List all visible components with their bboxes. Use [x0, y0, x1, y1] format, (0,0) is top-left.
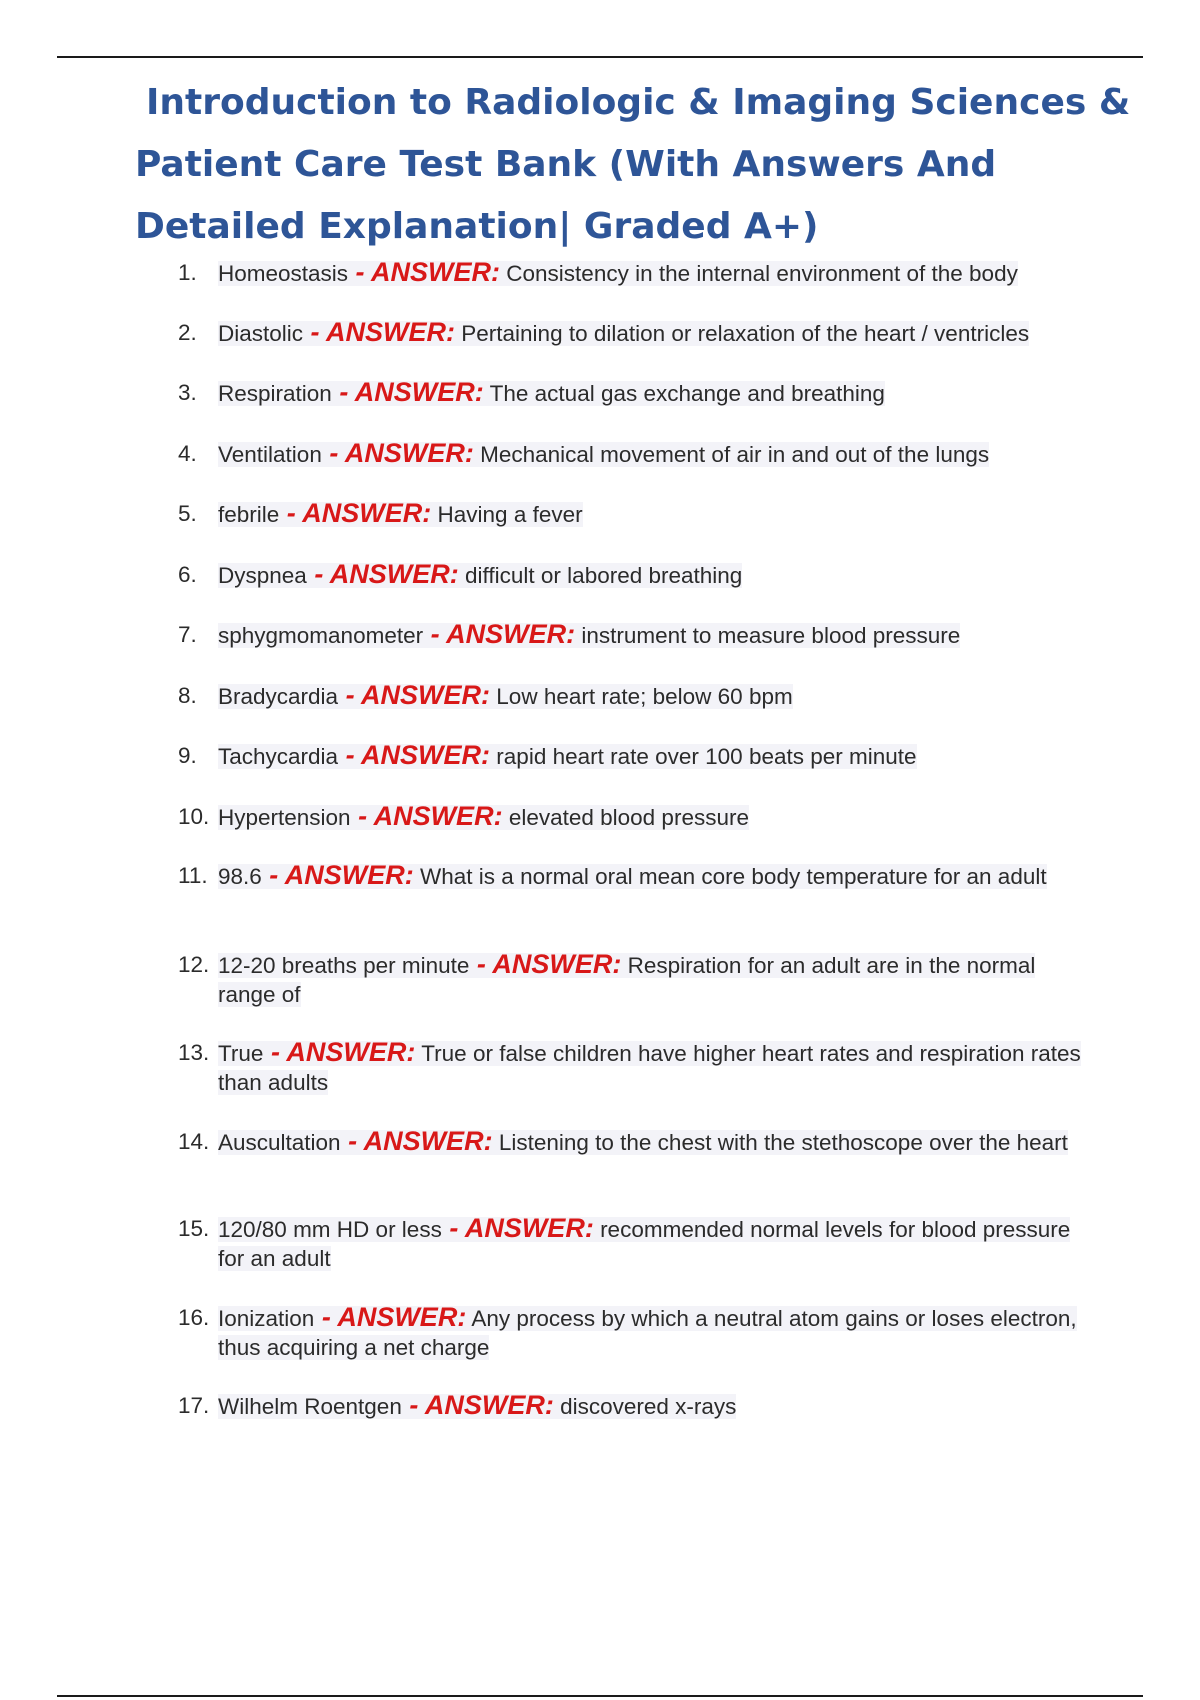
item-term: Respiration	[218, 381, 332, 406]
list-item	[178, 258, 1098, 288]
item-term: Bradycardia	[218, 684, 339, 709]
item-definition: difficult or labored breathing	[458, 563, 743, 588]
item-definition: Pertaining to dilation or relaxation of the heart / ventricles	[455, 321, 1030, 346]
list-item	[178, 1303, 1098, 1362]
item-definition: elevated blood pressure	[502, 805, 749, 830]
item-number: 14.	[178, 1129, 210, 1154]
item-term: Tachycardia	[218, 744, 339, 769]
item-term: Dyspnea	[218, 563, 307, 588]
list-item	[178, 620, 1098, 650]
item-number: 8.	[178, 683, 197, 708]
answer-label: - ANSWER:	[303, 317, 456, 347]
answer-label: - ANSWER:	[338, 740, 491, 770]
item-definition: The actual gas exchange and breathing	[483, 381, 885, 406]
item-number: 4.	[178, 441, 197, 466]
list-item	[178, 1391, 1098, 1421]
document-title	[135, 72, 1131, 258]
item-definition: discovered x-rays	[553, 1394, 737, 1419]
answer-label: - ANSWER:	[423, 619, 576, 649]
answer-label: - ANSWER:	[338, 680, 491, 710]
item-definition: instrument to measure blood pressure	[575, 623, 961, 648]
list-item	[178, 950, 1098, 1009]
answer-label: - ANSWER:	[261, 860, 414, 890]
item-term: 120/80 mm HD or less	[218, 1217, 442, 1242]
item-definition: recommended normal levels for blood pressure for an adult	[218, 1217, 1071, 1271]
list-item	[178, 1214, 1098, 1273]
list-item	[178, 861, 1098, 891]
item-number: 15.	[178, 1216, 210, 1241]
item-definition: What is a normal oral mean core body temperature for an adult	[413, 864, 1047, 889]
item-term: febrile	[218, 502, 280, 527]
item-definition: Any process by which a neutral atom gains or loses electron, thus acquiring a net charge	[218, 1306, 1077, 1360]
answer-label: - ANSWER:	[306, 559, 459, 589]
item-number: 1.	[178, 260, 197, 285]
title-line-2: Patient Care Test Bank (With Answers And	[135, 144, 997, 185]
item-term: True	[218, 1041, 264, 1066]
answer-label: - ANSWER:	[348, 257, 501, 287]
item-term: Hypertension	[218, 805, 351, 830]
list-item	[178, 741, 1098, 771]
item-term: 12-20 breaths per minute	[218, 953, 470, 978]
item-term: sphygmomanometer	[218, 623, 424, 648]
item-number: 12.	[178, 952, 210, 977]
item-term: 98.6	[218, 864, 262, 889]
answer-label: - ANSWER:	[469, 949, 622, 979]
item-number: 5.	[178, 501, 197, 526]
answer-label: - ANSWER:	[331, 377, 484, 407]
item-term: Wilhelm Roentgen	[218, 1394, 402, 1419]
list-item	[178, 1127, 1098, 1157]
list-item	[178, 560, 1098, 590]
list-item	[178, 499, 1098, 529]
list-item	[178, 681, 1098, 711]
item-number: 11.	[178, 863, 208, 888]
item-number: 3.	[178, 380, 197, 405]
answer-label: - ANSWER:	[340, 1126, 493, 1156]
item-number: 17.	[178, 1393, 210, 1418]
item-term: Ventilation	[218, 442, 322, 467]
item-definition: True or false children have higher heart rates and respiration rates than adults	[218, 1041, 1081, 1095]
list-item	[178, 318, 1098, 348]
item-definition: Low heart rate; below 60 bpm	[490, 684, 793, 709]
item-number: 10.	[178, 804, 210, 829]
answer-label: - ANSWER:	[350, 801, 503, 831]
bottom-divider	[57, 1695, 1143, 1697]
answer-label: - ANSWER:	[279, 498, 432, 528]
list-item	[178, 802, 1098, 832]
title-line-1: Introduction to Radiologic & Imaging Sciences &	[146, 82, 1131, 123]
item-number: 7.	[178, 622, 197, 647]
list-item	[178, 439, 1098, 469]
answer-label: - ANSWER:	[401, 1390, 554, 1420]
item-number: 2.	[178, 320, 197, 345]
answer-label: - ANSWER:	[441, 1213, 594, 1243]
item-term: Homeostasis	[218, 261, 349, 286]
item-definition: Listening to the chest with the stethoscope over the heart	[492, 1130, 1068, 1155]
item-definition: Having a fever	[431, 502, 583, 527]
item-term: Auscultation	[218, 1130, 341, 1155]
answer-label: - ANSWER:	[321, 438, 474, 468]
item-term: Diastolic	[218, 321, 304, 346]
item-number: 16.	[178, 1305, 210, 1330]
list-item	[178, 1038, 1098, 1097]
item-number: 13.	[178, 1040, 210, 1065]
answer-label: - ANSWER:	[263, 1037, 416, 1067]
answer-label: - ANSWER:	[314, 1302, 467, 1332]
item-number: 6.	[178, 562, 197, 587]
item-definition: Mechanical movement of air in and out of the lungs	[473, 442, 990, 467]
item-definition: rapid heart rate over 100 beats per minute	[490, 744, 917, 769]
top-divider	[57, 56, 1143, 58]
item-term: Ionization	[218, 1306, 315, 1331]
item-definition: Respiration for an adult are in the normal range of	[218, 953, 1036, 1007]
item-definition: Consistency in the internal environment of the body	[500, 261, 1018, 286]
list-item	[178, 378, 1098, 408]
item-number: 9.	[178, 743, 197, 768]
title-line-3: Detailed Explanation| Graded A+)	[135, 206, 819, 247]
